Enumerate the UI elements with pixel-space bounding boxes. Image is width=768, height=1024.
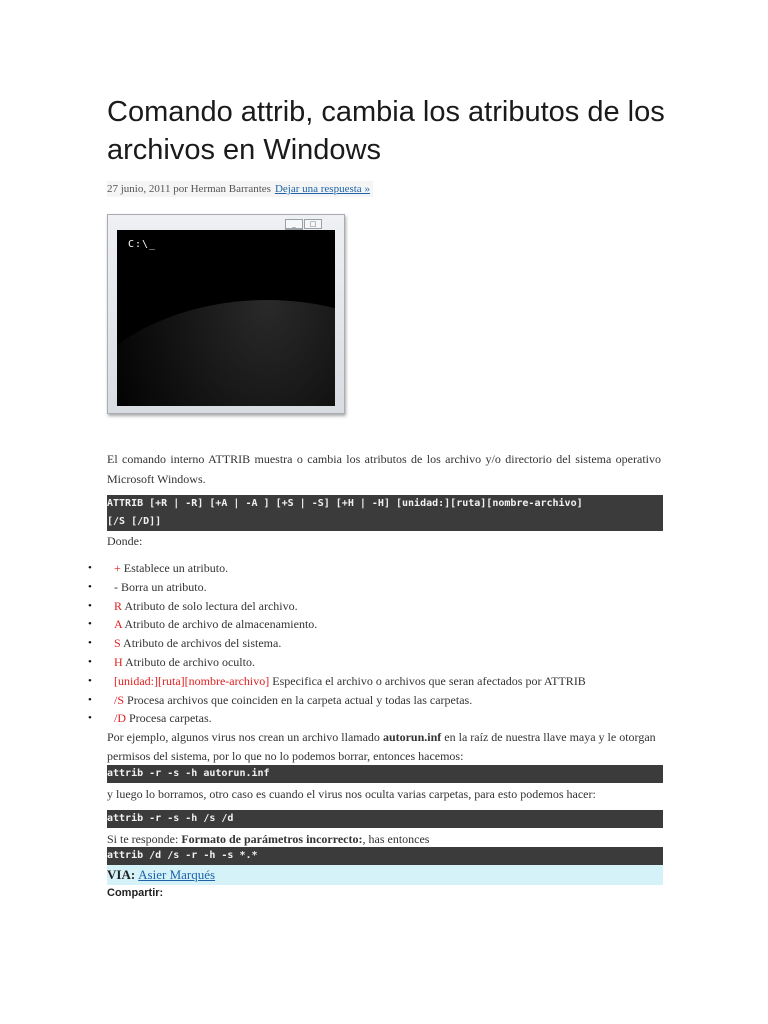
code-block-2 [107, 810, 663, 828]
list-item [88, 615, 668, 634]
list-item [88, 578, 668, 597]
list-item [88, 691, 668, 710]
intro-paragraph: El comando interno ATTRIB muestra o cambia los atributos de los archivo y/o directorio del sistema operativo Microsoft Windows. [107, 452, 661, 486]
bullet-icon: • [88, 693, 92, 706]
syntax-line: [/S [/D]] [107, 516, 162, 527]
example-paragraph [107, 728, 661, 766]
bullet-icon: • [88, 655, 92, 668]
list-item [88, 653, 668, 672]
option-desc: Atributo de archivos del sistema. [120, 636, 282, 651]
option-desc: Procesa archivos que coinciden en la carpeta actual y todas las carpetas. [124, 692, 473, 707]
console-window-image [107, 214, 345, 414]
list-item [88, 597, 668, 616]
example-text: Por ejemplo, algunos virus nos crean un archivo llamado [107, 730, 383, 744]
donde-label: Donde: [107, 534, 143, 548]
bullet-icon: • [88, 562, 92, 574]
list-item [88, 672, 668, 691]
post-meta [107, 181, 373, 197]
reply-link[interactable]: Dejar una respuesta » [274, 183, 370, 195]
option-desc: Atributo de solo lectura del archivo. [122, 598, 298, 613]
option-key: A [114, 617, 123, 632]
option-key: [unidad:][ruta][nombre-archivo] [114, 673, 270, 688]
option-key: + [114, 561, 121, 575]
second-paragraph: y luego lo borramos, otro caso es cuando el virus nos oculta varias carpetas, para esto podemos hacer: [107, 787, 596, 801]
via-source-link[interactable]: Asier Marqués [138, 867, 216, 882]
console-screen [117, 230, 335, 406]
option-desc: Atributo de archivo de almacenamiento. [122, 617, 318, 632]
code-block-3 [107, 847, 663, 865]
error-message: Formato de parámetros incorrecto: [181, 832, 363, 846]
option-desc: Especifica el archivo o archivos que seran afectados por ATTRIB [269, 673, 586, 688]
code-block-1 [107, 765, 663, 783]
bullet-icon: • [88, 618, 92, 631]
option-key: H [114, 654, 123, 669]
syntax-line: ATTRIB [+R | -R] [+A | -A ] [+S | -S] [+H | -H] [unidad:][ruta][nombre-archivo] [107, 498, 583, 509]
console-glare [117, 300, 335, 406]
option-desc: - Borra un atributo. [114, 579, 207, 594]
window-controls [284, 219, 336, 229]
third-paragraph [107, 829, 661, 849]
option-desc: Atributo de archivo oculto. [122, 654, 255, 669]
option-key: /S [114, 692, 125, 707]
maximize-icon: □ [304, 219, 322, 229]
bullet-icon: • [88, 674, 92, 687]
option-key: R [114, 598, 123, 613]
article-title: Comando attrib, cambia los atributos de los archivos en Windows [107, 96, 665, 166]
option-desc: Procesa carpetas. [126, 711, 212, 726]
response-text: Si te responde: [107, 832, 182, 846]
options-list [88, 559, 668, 728]
via-label: VIA: [107, 867, 136, 882]
code-line: attrib /d /s -r -h -s *.* [107, 850, 258, 861]
option-key: /D [114, 711, 126, 726]
bullet-icon: • [88, 599, 92, 612]
bullet-icon: • [88, 637, 92, 650]
code-line: attrib -r -s -h /s /d [107, 813, 234, 824]
list-item [88, 709, 668, 728]
syntax-code-block [107, 495, 663, 531]
minimize-icon: _ [285, 219, 303, 229]
bullet-icon: • [88, 580, 92, 593]
option-key: S [114, 636, 121, 651]
bullet-icon: • [88, 712, 92, 725]
example-filename: autorun.inf [382, 730, 442, 744]
share-label: Compartir: [107, 887, 164, 899]
list-item [88, 559, 668, 578]
via-bar [107, 865, 663, 885]
post-date-author: 27 junio, 2011 por Herman Barrantes [107, 183, 271, 195]
code-line: attrib -r -s -h autorun.inf [107, 768, 270, 779]
console-prompt: C:\_ [128, 239, 157, 250]
example-text: en la raíz de nuestra llave maya y le otorgan permisos del sistema, por lo que no lo podemos borrar, entonces hacemos: [107, 730, 656, 763]
response-text: , has entonces [362, 832, 430, 846]
option-desc: Establece un atributo. [120, 561, 229, 575]
list-item [88, 634, 668, 653]
